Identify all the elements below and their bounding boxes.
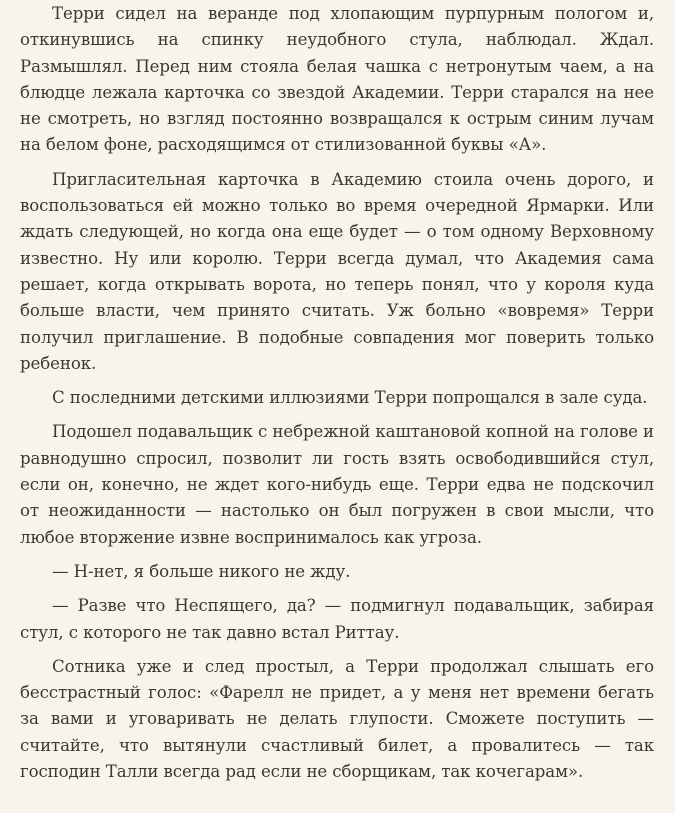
paragraph-invitation-card: Пригласительная карточка в Академию стоила очень дорого, и воспользоваться ей можно только во время очередной Ярмарки. Или ждать следующей, но когда она еще будет — о том одному Верховному известно. Ну или королю. Терри всегда думал, что Академия сама решает, когда открывать ворота, но теперь понял, что у короля куда больше власти, чем принято считать. Уж больно «вовремя» Терри получил приглашение. В подобные совпадения мог поверить только ребенок. bbox=[20, 169, 654, 373]
paragraph-dialogue-waiter: — Разве что Неспящего, да? — подмигнул подавальщик, забирая стул, с которого не так давно встал Риттау. bbox=[20, 596, 654, 642]
paragraph-veranda: Терри сидел на веранде под хлопающим пурпурным пологом и, откинувшись на спинку неудобного стула, наблюдал. Ждал. Размышлял. Перед ним стояла белая чашка с нетронутым чаем, а на блюдце лежала карточка со звездой Академии. Терри старался на нее не смотреть, но взгляд постоянно возвращался к острым синим лучам на белом фоне, расходящимся от стилизованной буквы «А». bbox=[20, 4, 654, 155]
paragraph-centurion: Сотника уже и след простыл, а Терри продолжал слышать его бесстрастный голос: «Фарелл не придет, а у меня нет времени бегать за вами и уговаривать не делать глупости. Сможете поступить — считайте, что вытянули счастливый билет, а провалитесь — так господин Талли всегда рад если не сборщикам, так кочегарам». bbox=[20, 656, 654, 782]
paragraph-dialogue-terry: — Н-нет, я больше никого не жду. bbox=[52, 561, 351, 581]
paragraph-illusions: С последними детскими иллюзиями Терри попрощался в зале суда. bbox=[52, 388, 648, 408]
paragraph-waiter: Подошел подавальщик с небрежной каштановой копной на голове и равнодушно спросил, позволит ли гость взять освободившийся стул, если он, конечно, не ждет кого-нибудь еще. Терри едва не подскочил от неожиданности — настолько он был погружен в свои мысли, что любое вторжение извне воспринималось как угроза. bbox=[20, 422, 654, 547]
